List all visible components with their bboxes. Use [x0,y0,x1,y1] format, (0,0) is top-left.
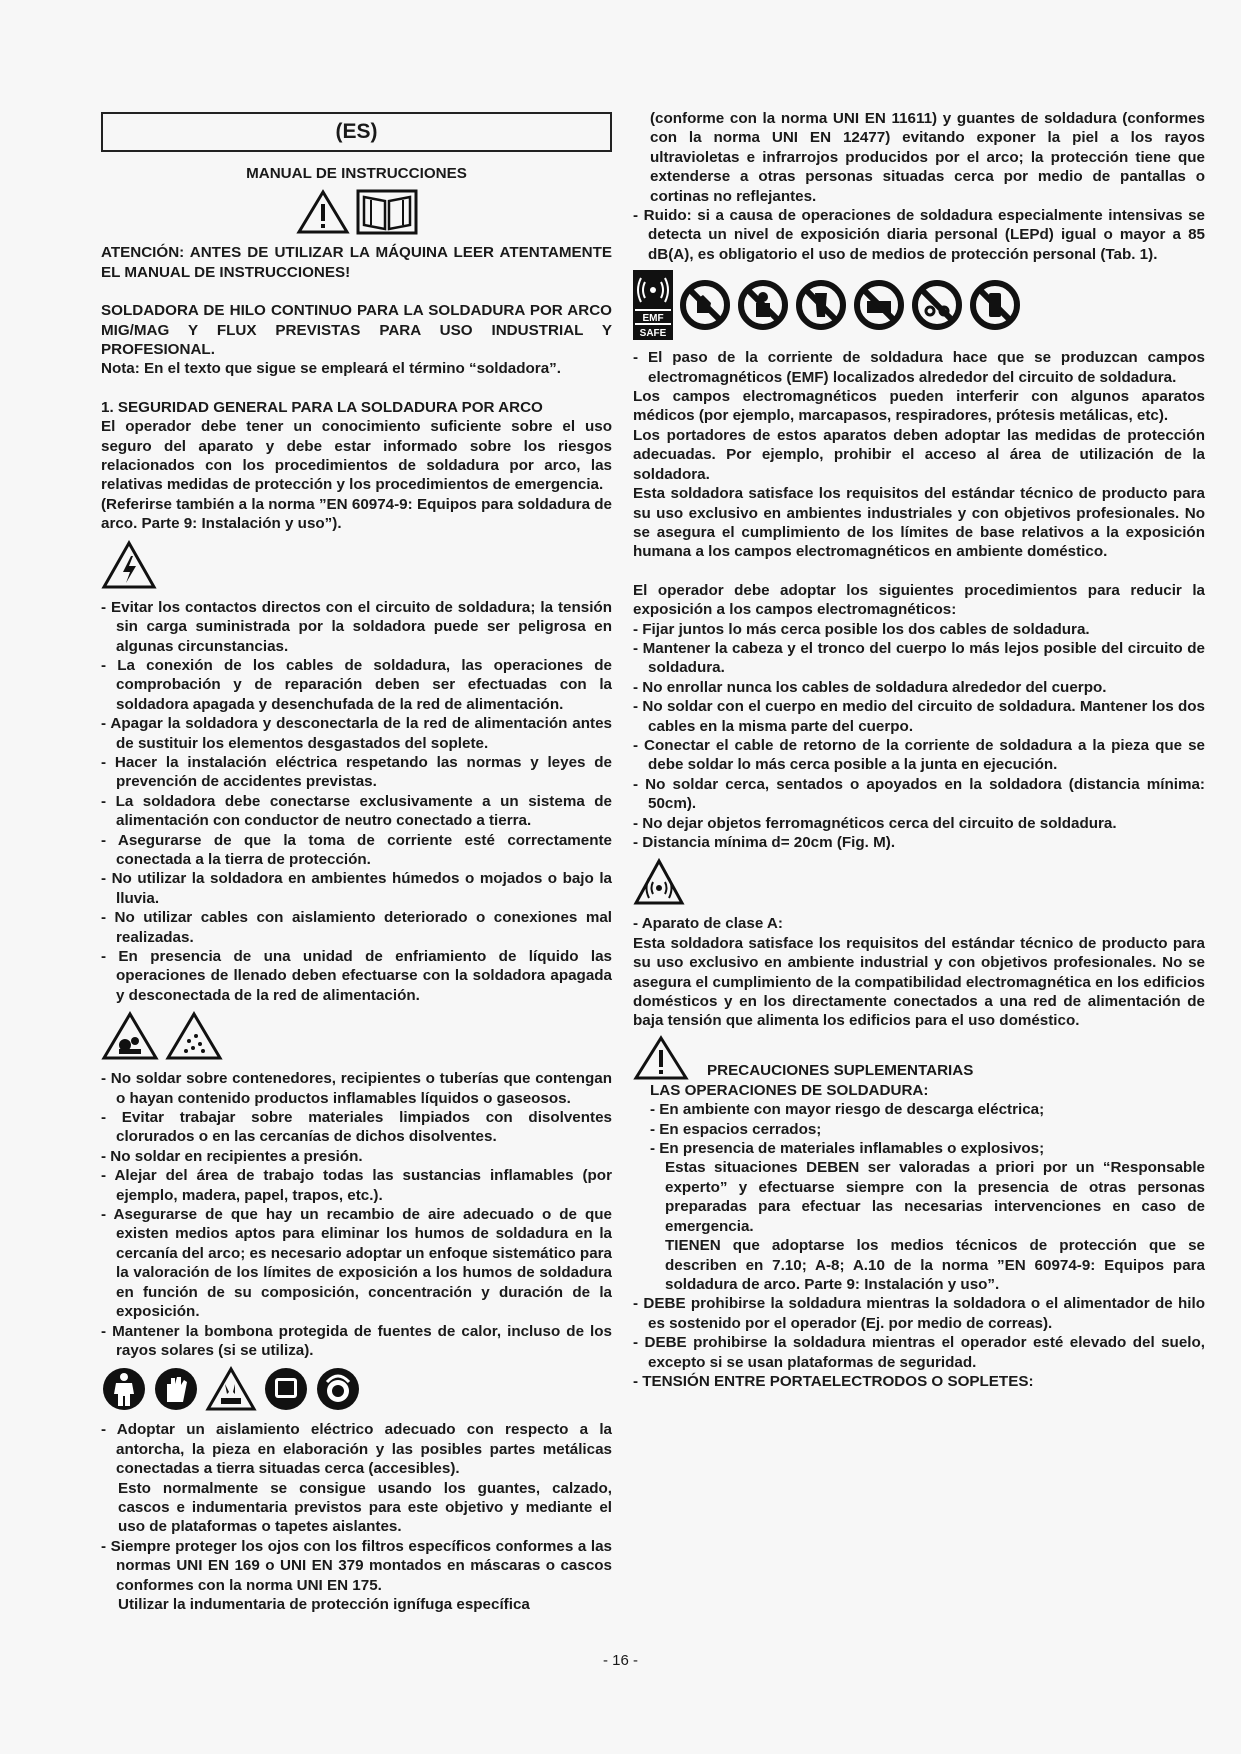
ppe-icons [101,1366,612,1412]
gloves-icon [153,1366,199,1412]
electric-shock-warning-icon [101,540,157,590]
class-a-text: Esta soldadora satisface los requisitos del estándar técnico de producto para su uso exclusivo en ambiente industrial y con objetivos profesionales. No se asegura el cumplimiento de la compatibilidad electromagnética en los edificios domésticos y en los directamente conectados a una red de alimentación de baja tensión que alimenta los edificios para el uso doméstico. [633,934,1205,1030]
emf-procedure-bullet: - No dejar objetos ferromagnéticos cerca del circuito de soldadura. [633,814,1117,832]
toxic-fumes-warning-icon [165,1011,223,1061]
page-number: - 16 - [602,1652,638,1669]
left-column [101,112,612,1614]
note-text: Nota: En el texto que sigue se empleará el término “soldadora”. [101,360,561,378]
fire-bullet: - Mantener la bombona protegida de fuentes de calor, incluso de los rayos solares (si se utiliza). [101,1322,612,1359]
emf-paragraph: Los portadores de estos aparatos deben adoptar las medidas de protección adecuadas. Por ejemplo, prohibir el acceso al área de utilización de la soldadora. [633,426,1205,483]
emf-paragraph: Los campos electromagnéticos pueden interferir con algunos aparatos médicos (por ejemplo, marcapasos, respiradores, prótesis metálicas, etc). [633,388,1205,425]
precaution-bullet: - DEBE prohibirse la soldadura mientras la soldadora o el alimentador de hilo es sostenido por el operador (Ej. por medio de correas). [633,1295,1205,1332]
precaution-bullet: - DEBE prohibirse la soldadura mientras el operador esté elevado del suelo, excepto si se usan plataformas de seguridad. [633,1334,1205,1371]
no-pacemaker-icon [737,279,789,331]
protective-clothing-icon [101,1366,147,1412]
emf-procedure-bullet: - No enrollar nunca los cables de soldadura alrededor del cuerpo. [633,678,1107,696]
explosion-warning-icon [101,1011,159,1061]
svg-text:SAFE: SAFE [639,328,667,340]
emf-procedure-bullet: - Distancia mínima d= 20cm (Fig. M). [633,834,896,851]
electric-bullet: - Hacer la instalación eléctrica respetando las normas y leyes de prevención de accidentes previstas. [101,753,612,791]
precaution-text: TIENEN que adoptarse los medios técnicos de protección que se describen en 7.10; A-8; A.10 de la norma ”EN 60974-9: Equipos para soldadura de arco. Parte 9: Instalación y uso”. [665,1237,1205,1293]
radio-interference-warning-icon [633,858,685,906]
emf-paragraph: Esta soldadora satisface los requisitos del estándar técnico de producto para su uso exclusivo en ambientes industriales y con objetivos profesionales. No se asegura el cumplimiento de los límites de base relativos a la exposición humana a los campos electromagnéticos en ambiente doméstico. [633,485,1205,561]
ppe-text: Esto normalmente se consigue usando los guantes, calzado, cascos e indumentaria previstos para este objetivo y mediante el uso de plataformas o tapetes aislantes. [118,1479,612,1536]
language-box: (ES) [101,112,612,152]
manual-title: MANUAL DE INSTRUCCIONES [246,165,467,182]
fire-bullet: - Alejar del área de trabajo todas las sustancias inflamables (por ejemplo, madera, papel, trapos, etc.). [101,1167,612,1204]
product-description: SOLDADORA DE HILO CONTINUO PARA LA SOLDADURA POR ARCO MIG/MAG Y FLUX PREVISTAS PARA USO INDUSTRIAL Y PROFESIONAL. [101,302,612,359]
face-shield-icon [263,1366,309,1412]
electric-bullet: - La soldadora debe conectarse exclusivamente a un sistema de alimentación con conductor de neutro conectado a tierra. [101,792,612,830]
manual-icons [101,189,612,235]
section-1-paragraph: El operador debe tener un conocimiento suficiente sobre el uso seguro del aparato y debe estar informado sobre los riesgos relacionados con los procedimientos de soldadura por arco, las relativas medidas de protección y los procedimientos de emergencia. [101,418,612,494]
warning-triangle-icon [296,189,350,235]
emf-procedure-bullet: - Fijar juntos lo más cerca posible los dos cables de soldadura. [633,620,1090,638]
continuation-text: (conforme con la norma UNI EN 11611) y guantes de soldadura (conformes con la norma UNI EN 12477) evitando exponer la piel a los rayos ultravioletas e infrarrojos producidos por el arco; la protección tiene que extenderse a otras personas situadas cerca por medio de pantallas o cortinas no reflejantes. [650,110,1205,205]
precautions-subtitle: LAS OPERACIONES DE SOLDADURA: [650,1081,929,1099]
emf-icons [633,270,1205,340]
emf-procedure-bullet: - No soldar con el cuerpo en medio del circuito de soldadura. Mantener los dos cables en la misma parte del cuerpo. [633,698,1205,735]
ppe-text: Utilizar la indumentaria de protección ignífuga específica [118,1595,530,1613]
precaution-bullet: - En espacios cerrados; [650,1120,822,1138]
ppe-bullet: - Adoptar un aislamiento eléctrico adecuado con respecto a la antorcha, la pieza en elaboración y las posibles partes metálicas conectadas a tierra situadas cerca (accesibles). [101,1421,612,1478]
electric-bullet: - En presencia de una unidad de enfriamiento de líquido las operaciones de llenado deben efectuarse con la soldadora apagada y desconectada de la red de alimentación. [101,948,612,1004]
manual-book-icon [356,189,418,235]
electric-bullet: - Apagar la soldadora y desconectarla de la red de alimentación antes de sustituir los elementos desgastados del soplete. [101,715,612,752]
no-watch-icon [853,279,905,331]
precaution-bullet: - TENSIÓN ENTRE PORTAELECTRODOS O SOPLETES: [633,1372,1034,1390]
attention-notice: ATENCIÓN: ANTES DE UTILIZAR LA MÁQUINA LEER ATENTAMENTE EL MANUAL DE INSTRUCCIONES! [101,244,612,281]
electric-bullet: - No utilizar cables con aislamiento deteriorado o conexiones mal realizadas. [101,909,612,946]
emf-procedure-bullet: - Mantener la cabeza y el tronco del cuerpo lo más lejos posible del circuito de soldadura. [633,639,1205,677]
emf-paragraph: El operador debe adoptar los siguientes procedimientos para reducir la exposición a los campos electromagnéticos: [633,581,1205,619]
electric-bullet: - La conexión de los cables de soldadura, las operaciones de comprobación y de reparación deben ser efectuadas con la soldadora apagada y desenchufada de la red de alimentación. [101,656,612,713]
fire-bullet: - No soldar en recipientes a presión. [101,1147,363,1165]
fire-bullet: - Asegurarse de que hay un recambio de aire adecuado o de que existen medios aptos para eliminar los humos de soldadura en la cercanía del arco; es necesario adoptar un enfoque sistemático para la valoración de los límites de exposición a los humos de soldadura en función de su composición, concentración y duración de la exposición. [101,1206,612,1321]
electric-bullet: - No utilizar la soldadora en ambientes húmedos o mojados o bajo la lluvia. [101,870,612,907]
ppe-bullet: - Siempre proteger los ojos con los filtros específicos conformes a las normas UNI EN 169 o UNI EN 379 montados en máscaras o cascos conformes con la norma UNI EN 175. [101,1537,612,1594]
section-1-reference: (Referirse también a la norma ”EN 60974-9: Equipos para soldadura de arco. Parte 9: Instalación y uso”). [101,495,612,533]
precaution-bullet: - En presencia de materiales inflamables o explosivos; [650,1140,1045,1158]
no-phone-icon [969,279,1021,331]
class-a-bullet: - Aparato de clase A: [633,915,783,933]
electric-bullet: - Evitar los contactos directos con el circuito de soldadura; la tensión sin carga suministrada por la soldadora puede ser peligrosa en algunas circunstancias. [101,598,612,655]
svg-text:EMF: EMF [642,313,664,325]
no-touch-icon [679,279,731,331]
electric-icons [101,540,612,590]
no-tools-icon [911,279,963,331]
precaution-text: Estas situaciones DEBEN ser valoradas a priori por un “Responsable experto” y efectuarse siempre con la presencia de otras personas preparadas para efectuar las necesarias intervenciones en caso de emergencia. [665,1159,1205,1235]
ear-protection-icon [315,1366,361,1412]
corrosive-warning-icon [205,1366,257,1412]
emf-bullet: - El paso de la corriente de soldadura hace que se produzcan campos electromagnéticos (EMF) localizados alrededor del circuito de soldadura. [633,349,1205,386]
emf-safe-icon [633,270,673,340]
emf-procedure-bullet: - Conectar el cable de retorno de la corriente de soldadura a la pieza que se debe soldar lo más cerca posible a la junta en ejecución. [633,736,1205,774]
precaution-header [633,1035,1205,1081]
electric-bullet: - Asegurarse de que la toma de corriente esté correctamente conectada a la tierra de protección. [101,831,612,868]
precaution-bullet: - En ambiente con mayor riesgo de descarga eléctrica; [650,1101,1045,1119]
fire-bullet: - Evitar trabajar sobre materiales limpiados con disolventes clorurados o en las cercanías de dichos disolventes. [101,1109,612,1146]
noise-bullet: - Ruido: si a causa de operaciones de soldadura especialmente intensivas se detecta un nivel de exposición diaria personal (LEPd) igual o mayor a 85 dB(A), es obligatorio el uso de medios de protección personal (Tab. 1). [633,207,1205,263]
precautions-title: PRECAUCIONES SUPLEMENTARIAS [707,1062,974,1080]
fire-bullet: - No soldar sobre contenedores, recipientes o tuberías que contengan o hayan contenido productos inflamables líquidos o gaseosos. [101,1070,612,1107]
warning-triangle-icon [633,1035,689,1081]
right-column [633,109,1205,1391]
no-metal-implant-icon [795,279,847,331]
emf-procedure-bullet: - No soldar cerca, sentados o apoyados en la soldadora (distancia mínima: 50cm). [633,775,1205,813]
fire-fume-icons [101,1011,612,1061]
section-1-title: 1. SEGURIDAD GENERAL PARA LA SOLDADURA POR ARCO [101,398,543,416]
radio-icons [633,858,1205,906]
